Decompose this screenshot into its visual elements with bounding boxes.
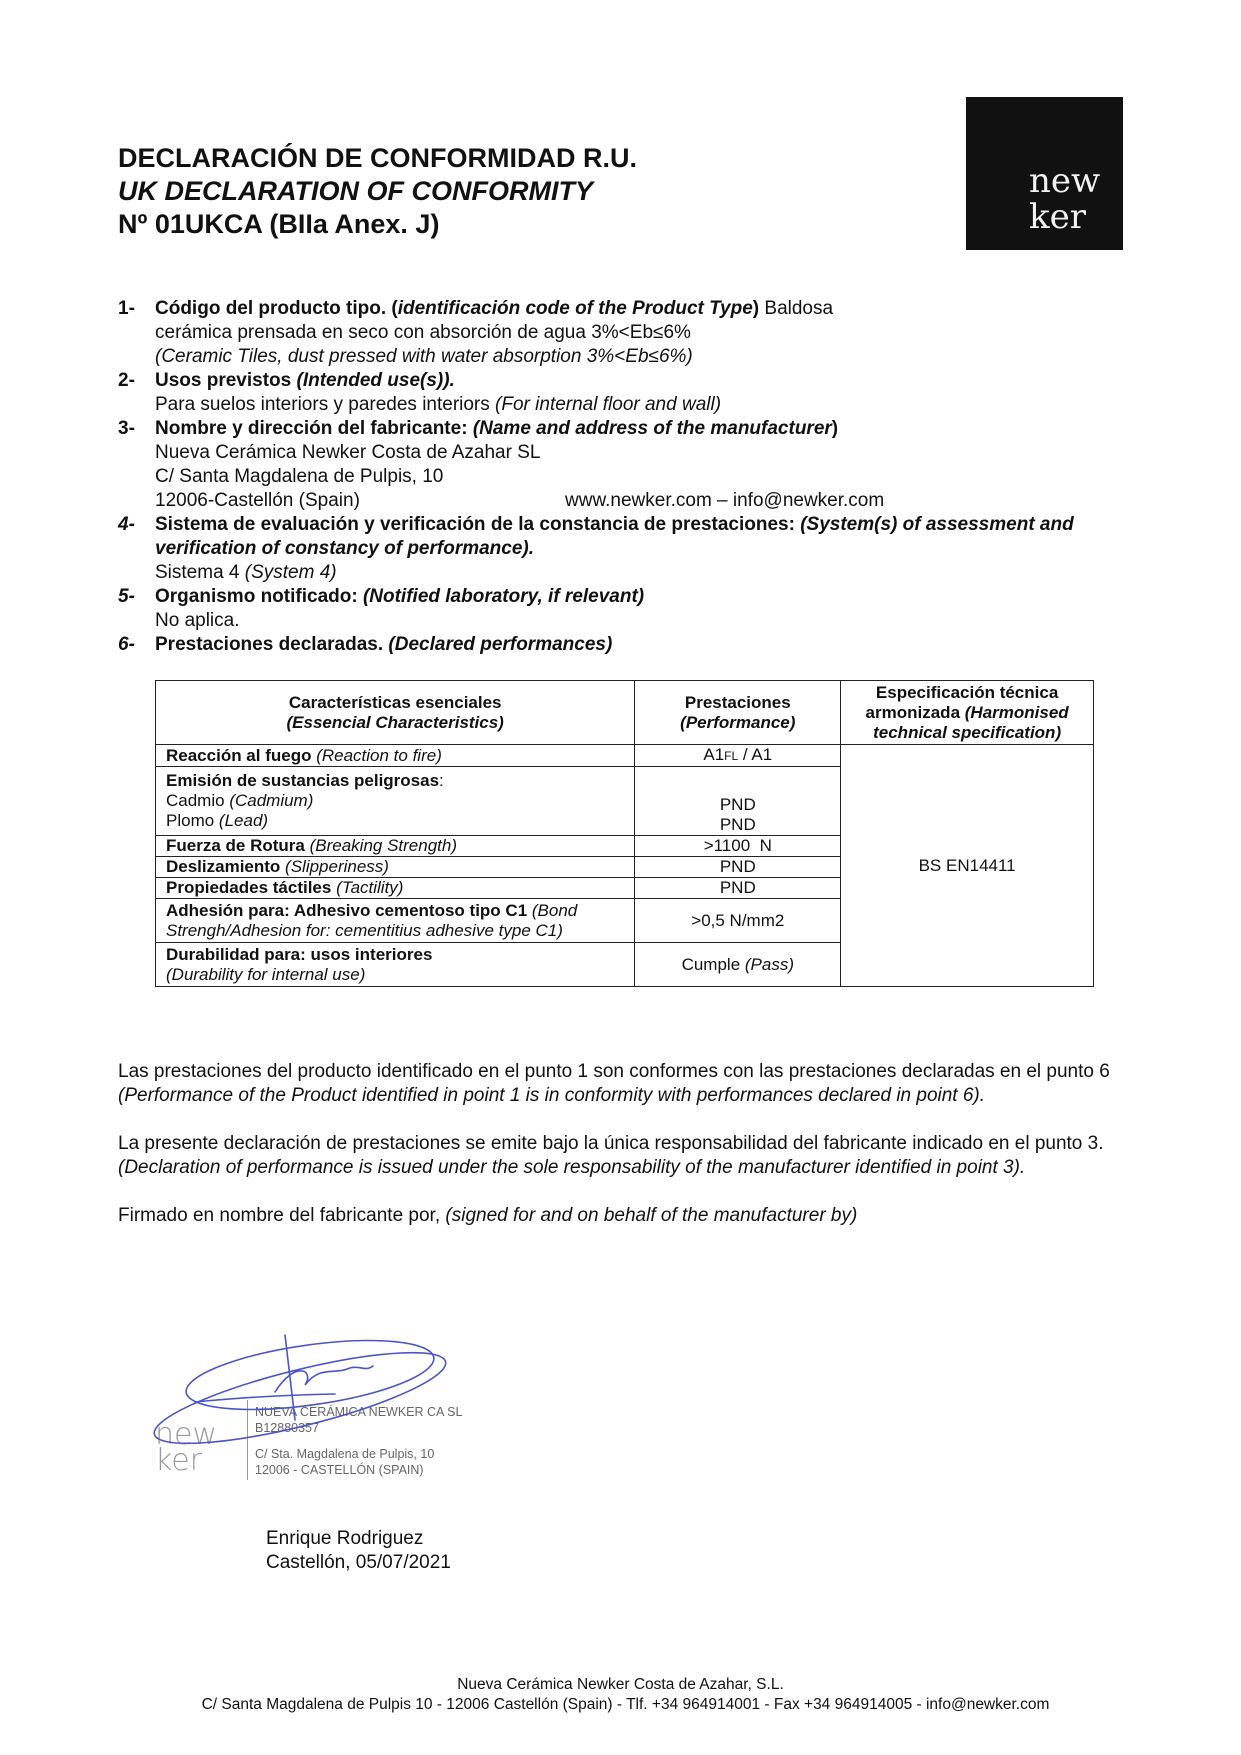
stamp-city: 12006 - CASTELLÓN (SPAIN) (255, 1463, 424, 1477)
newker-logo (966, 97, 1123, 250)
manufacturer-street: C/ Santa Magdalena de Pulpis, 10 (155, 466, 444, 487)
manufacturer-web-email: www.newker.com – info@newker.com (565, 490, 885, 511)
statement-text: Firmado en nombre del fabricante por, (118, 1205, 446, 1226)
section-label-close: ) (752, 298, 760, 319)
system-value: Sistema 4 (155, 562, 245, 583)
section-label-english: identificación code of the Product Type (397, 298, 753, 319)
statement-english: (signed for and on behalf of the manufacturer by) (445, 1205, 858, 1226)
lead-label: Plomo (166, 811, 219, 830)
statement-text: Las prestaciones del producto identificado en el punto 1 son conformes con las prestaciones declaradas en el punto 6 (118, 1061, 1110, 1082)
section-label: Usos previstos (155, 370, 297, 391)
performance-cell (635, 836, 841, 857)
cadmium-english: (Cadmium) (229, 791, 314, 810)
responsibility-statement (118, 1132, 1128, 1180)
lead-english: (Lead) (218, 811, 269, 830)
performance-value: A1 (703, 745, 725, 764)
header-essential-characteristics (156, 681, 635, 745)
handwritten-signature (135, 1320, 495, 1480)
section-number: 2- (118, 370, 135, 391)
characteristic-english: (Slipperiness) (285, 857, 389, 876)
product-type-english: (Ceramic Tiles, dust pressed with water absorption 3%<Eb≤6%) (155, 346, 693, 367)
signer-name: Enrique Rodriguez (266, 1528, 424, 1549)
document-number: Nº 01UKCA (BIIa Anex. J) (118, 209, 440, 239)
performance-value: PND (719, 857, 756, 876)
statement-text: La presente declaración de prestaciones se emite bajo la única responsabilidad del fabricante indicado en el punto 3. (118, 1133, 1104, 1154)
section-6-declared-performances (118, 633, 1128, 657)
cadmium-label: Cadmio (166, 791, 230, 810)
characteristic-label: Fuerza de Rotura (166, 836, 310, 855)
signer-block (266, 1527, 451, 1575)
section-4-assessment-system (118, 513, 1128, 585)
section-label-english: (Declared performances) (388, 634, 613, 655)
performance-value: >0,5 N/mm2 (691, 910, 785, 930)
document-title (118, 142, 637, 241)
stamp-street: C/ Sta. Magdalena de Pulpis, 10 (255, 1447, 435, 1461)
cadmium-value: PND (719, 795, 756, 814)
product-type-value: Baldosa (759, 298, 834, 319)
header-text-english: (Performance) (680, 712, 796, 732)
section-label-english: (Name and address of the manufacturer (472, 418, 832, 439)
logo-line-1: new (1029, 161, 1101, 201)
section-label: Nombre y dirección del fabricante: (155, 418, 473, 439)
company-stamp (135, 1320, 495, 1480)
performance-table (155, 680, 1094, 987)
intended-use-value: Para suelos interiors y paredes interiors (155, 394, 496, 415)
title-spanish: DECLARACIÓN DE CONFORMIDAD R.U. (118, 143, 637, 173)
table-row (156, 745, 1094, 767)
section-3-manufacturer (118, 417, 1128, 513)
performance-value-english: (Pass) (744, 954, 795, 974)
performance-cell (635, 745, 841, 767)
section-number: 5- (118, 586, 135, 607)
section-label-english: (Notified laboratory, if relevant) (362, 586, 645, 607)
header-text-english: (Harmonised technical specification) (873, 702, 1069, 742)
logo-line-2: ker (1029, 197, 1086, 237)
header-performance (635, 681, 841, 745)
manufacturer-name: Nueva Cerámica Newker Costa de Azahar SL (155, 442, 541, 463)
signing-place-date: Castellón, 05/07/2021 (266, 1552, 451, 1573)
performance-value: PND (719, 878, 756, 897)
section-number: 6- (118, 634, 135, 655)
section-label-close: ) (831, 418, 839, 439)
footer-company: Nueva Cerámica Newker Costa de Azahar, S.L. (457, 1676, 784, 1693)
colon: : (439, 771, 444, 790)
section-2-intended-use (118, 369, 1128, 417)
characteristic-cell (156, 767, 635, 836)
statement-english: (Declaration of performance is issued under the sole responsability of the manufacturer identified in point 3). (118, 1157, 1026, 1178)
header-harmonised-spec (841, 681, 1094, 745)
characteristic-label: Deslizamiento (166, 857, 286, 876)
stamp-logo-line-1: new (155, 1417, 218, 1452)
characteristic-cell (156, 899, 635, 943)
notified-body-value: No aplica. (155, 610, 240, 631)
performance-cell (635, 899, 841, 943)
header-text: Prestaciones (684, 692, 791, 712)
characteristic-english: (Breaking Strength) (309, 836, 457, 855)
characteristic-label: Propiedades táctiles (166, 878, 337, 897)
harmonised-spec-cell (841, 745, 1094, 987)
characteristic-label: Durabilidad para: usos interiores (166, 944, 433, 964)
footer-contact: C/ Santa Magdalena de Pulpis 10 - 12006 Castellón (Spain) - Tlf. +34 964914001 - Fax +34 964914005 - info@newker.com (201, 1696, 1050, 1713)
characteristic-cell (156, 878, 635, 899)
table-header-row (156, 681, 1094, 745)
section-5-notified-body (118, 585, 1128, 633)
section-label: Sistema de evaluación y verificación de la constancia de prestaciones: (155, 514, 801, 535)
performance-cell (635, 857, 841, 878)
performance-subscript: FL (724, 749, 739, 763)
characteristic-cell (156, 836, 635, 857)
section-label: Código del producto tipo. ( (155, 298, 398, 319)
characteristic-label: Adhesión para: Adhesivo cementoso tipo C1 (166, 900, 532, 920)
performance-value: >1100 N (703, 836, 772, 855)
manufacturer-city: 12006-Castellón (Spain) (155, 490, 360, 511)
section-number: 4- (118, 514, 135, 535)
section-label-english: (System(s) of assessment and verification of constancy of performance). (155, 514, 1074, 559)
characteristic-english: (Reaction to fire) (316, 745, 442, 765)
statement-english: (Performance of the Product identified in point 1 is in conformity with performances declared in point 6). (118, 1085, 986, 1106)
stamp-company: NUEVA CERÁMICA NEWKER CA SL (255, 1405, 463, 1419)
characteristic-label: Emisión de sustancias peligrosas (166, 771, 440, 790)
section-number: 1- (118, 298, 135, 319)
section-label-english: (Intended use(s)). (296, 370, 455, 391)
declaration-sections (118, 297, 1128, 657)
section-label: Prestaciones declaradas. (155, 634, 389, 655)
conformity-statement (118, 1060, 1128, 1108)
performance-cell (635, 943, 841, 987)
characteristic-cell (156, 745, 635, 767)
intended-use-english: (For internal floor and wall) (495, 394, 722, 415)
section-1-product-code (118, 297, 1128, 369)
declaration-statements (118, 1060, 1128, 1252)
signed-by-statement (118, 1204, 1128, 1228)
characteristic-english: (Bond Strengh/Adhesion for: cementitius adhesive type C1) (166, 900, 578, 940)
header-text: Características esenciales (288, 692, 502, 712)
stamp-tax-id: B12880357 (255, 1421, 319, 1435)
title-english: UK DECLARATION OF CONFORMITY (118, 176, 593, 206)
system-english: (System 4) (244, 562, 337, 583)
stamp-logo-line-2: ker (155, 1443, 203, 1478)
product-type-value-cont: cerámica prensada en seco con absorción de agua 3%<Eb≤6% (155, 322, 691, 343)
characteristic-english: (Tactility) (336, 878, 404, 897)
lead-value: PND (719, 815, 756, 834)
performance-cell (635, 878, 841, 899)
section-label: Organismo notificado: (155, 586, 363, 607)
page-footer (0, 1675, 1241, 1715)
characteristic-cell (156, 857, 635, 878)
performance-value-rest: / A1 (738, 745, 773, 764)
characteristic-cell (156, 943, 635, 987)
characteristic-label: Reacción al fuego (166, 745, 317, 765)
performance-cell (635, 767, 841, 836)
harmonised-spec-value: BS EN14411 (918, 855, 1016, 875)
performance-value: Cumple (681, 954, 745, 974)
section-number: 3- (118, 418, 135, 439)
characteristic-english: (Durability for internal use) (166, 964, 366, 984)
header-text: Especificación técnica armonizada (865, 682, 1059, 722)
header-text-english: (Essencial Characteristics) (286, 712, 504, 732)
